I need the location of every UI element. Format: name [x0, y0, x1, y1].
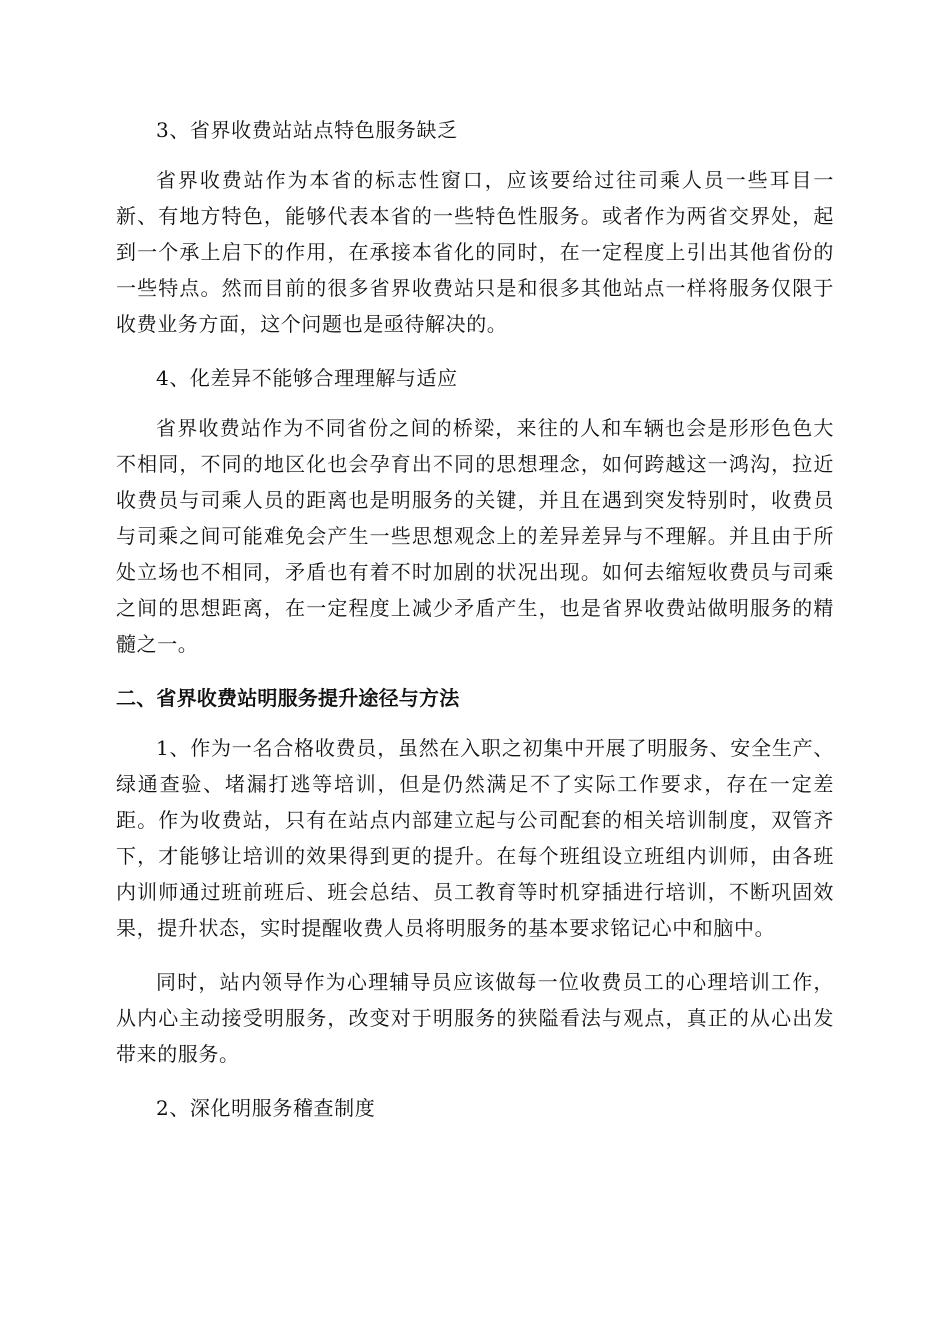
spacer — [116, 148, 834, 162]
paragraph-station-features: 省界收费站作为本省的标志性窗口，应该要给过往司乘人员一些耳目一新、有地方特色，能够代表本省的一些特色性服务。或者作为两省交界处，起到一个承上启下的作用，在承接本省化的同时，在一定程度上引出其他省份的一些特点。然而目前的很多省界收费站只是和很多其他站点一样将服务仅限于收费业务方面，这个问题也是亟待解决的。 — [116, 168, 834, 336]
spacer — [116, 396, 834, 410]
spacer — [116, 662, 834, 680]
section-heading-improvement-methods: 二、省界收费站明服务提升途径与方法 — [116, 686, 460, 710]
subheading-cultural-differences: 4、化差异不能够合理理解与适应 — [156, 366, 458, 390]
paragraph-cultural-differences: 省界收费站作为不同省份之间的桥梁，来往的人和车辆也会是形形色色大不相同，不同的地区化也会孕育出不同的思想理念，如何跨越这一鸿沟，拉近收费员与司乘人员的距离也是明服务的关键，并且在遇到突发特别时，收费员与司乘之间可能难免会产生一些思想观念上的差异差异与不理解。并且由于所处立场也不相同，矛盾也有着不时加剧的状况出现。如何去缩短收费员与司乘之间的思想距离，在一定程度上减少矛盾产生，也是省界收费站做明服务的精髓之一。 — [116, 416, 834, 656]
subheading-station-features: 3、省界收费站站点特色服务缺乏 — [156, 118, 458, 142]
paragraph-training-system: 1、作为一名合格收费员，虽然在入职之初集中开展了明服务、安全生产、绿通查验、堵漏打逃等培训，但是仍然满足不了实际工作要求，存在一定差距。作为收费站，只有在站点内部建立起与公司配套的相关培训制度，双管齐下，才能够让培训的效果得到更的提升。在每个班组设立班组内训师，由各班内训师通过班前班后、班会总结、员工教育等时机穿插进行培训，不断巩固效果，提升状态，实时提醒收费人员将明服务的基本要求铭记心中和脑中。 — [116, 736, 834, 940]
spacer — [116, 1072, 834, 1090]
spacer — [116, 716, 834, 730]
spacer — [116, 946, 834, 964]
spacer — [116, 342, 834, 360]
subheading-inspection-system: 2、深化明服务稽查制度 — [156, 1096, 376, 1120]
document-body — [116, 112, 834, 1126]
paragraph-psychological-training: 同时，站内领导作为心理辅导员应该做每一位收费员工的心理培训工作，从内心主动接受明服务，改变对于明服务的狭隘看法与观点，真正的从心出发带来的服务。 — [116, 970, 834, 1066]
